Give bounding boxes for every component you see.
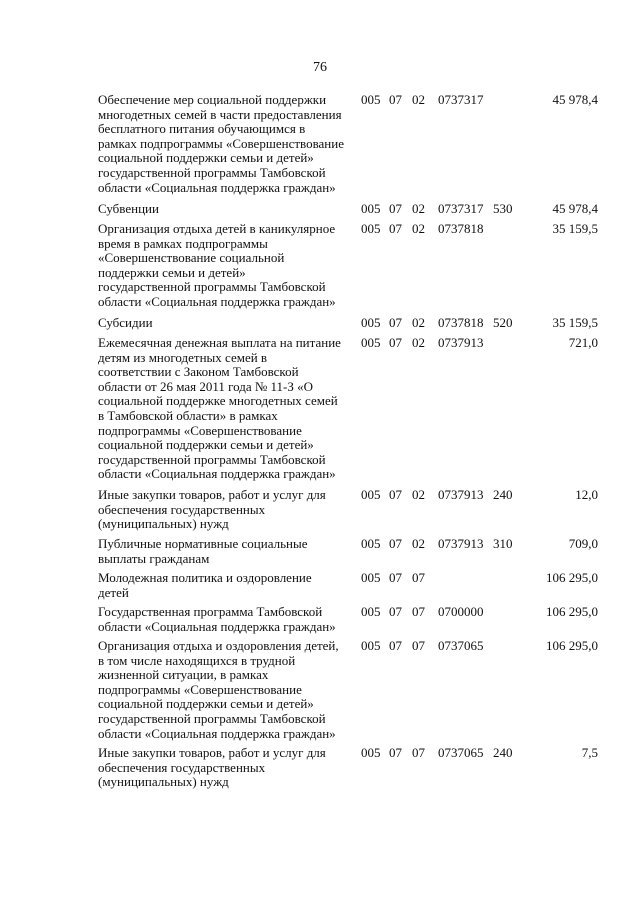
rz-code: 07 xyxy=(389,315,402,330)
pr-code: 07 xyxy=(412,604,425,619)
rz-code: 07 xyxy=(389,570,402,585)
pr-code: 02 xyxy=(412,536,425,551)
ved-code: 005 xyxy=(361,221,381,236)
csr-code: 0737913 xyxy=(438,335,484,350)
vr-code: 520 xyxy=(493,315,513,330)
rz-code: 07 xyxy=(389,201,402,216)
ved-code: 005 xyxy=(361,536,381,551)
rz-code: 07 xyxy=(389,745,402,760)
rz-code: 07 xyxy=(389,604,402,619)
csr-code: 0737818 xyxy=(438,315,484,330)
row-description: Обеспечение мер социальной поддержки многодетных семей в части предоставления бесплатного питания обучающимся в рамках подпрограммы «Совершенствование социальной поддержки семьи и детей» государственной программы Тамбовской области «Социальная поддержка граждан» xyxy=(98,92,344,195)
csr-code: 0737317 xyxy=(438,201,484,216)
rz-code: 07 xyxy=(389,536,402,551)
rz-code: 07 xyxy=(389,638,402,653)
csr-code: 0700000 xyxy=(438,604,484,619)
ved-code: 005 xyxy=(361,487,381,502)
pr-code: 07 xyxy=(412,638,425,653)
vr-code: 530 xyxy=(493,201,513,216)
amount: 35 159,5 xyxy=(552,315,598,330)
ved-code: 005 xyxy=(361,335,381,350)
vr-code: 310 xyxy=(493,536,513,551)
ved-code: 005 xyxy=(361,638,381,653)
csr-code: 0737317 xyxy=(438,92,484,107)
row-description: Субвенции xyxy=(98,201,159,216)
ved-code: 005 xyxy=(361,201,381,216)
row-description: Публичные нормативные социальные выплаты гражданам xyxy=(98,536,308,566)
pr-code: 02 xyxy=(412,487,425,502)
amount: 106 295,0 xyxy=(546,570,598,585)
row-description: Молодежная политика и оздоровление детей xyxy=(98,570,312,600)
rz-code: 07 xyxy=(389,487,402,502)
vr-code: 240 xyxy=(493,745,513,760)
page-number: 76 xyxy=(313,60,327,75)
row-description: Государственная программа Тамбовской области «Социальная поддержка граждан» xyxy=(98,604,336,634)
pr-code: 02 xyxy=(412,221,425,236)
rz-code: 07 xyxy=(389,92,402,107)
csr-code: 0737818 xyxy=(438,221,484,236)
ved-code: 005 xyxy=(361,315,381,330)
amount: 35 159,5 xyxy=(552,221,598,236)
amount: 12,0 xyxy=(575,487,598,502)
ved-code: 005 xyxy=(361,92,381,107)
row-description: Иные закупки товаров, работ и услуг для обеспечения государственных (муниципальных) нужд xyxy=(98,745,326,790)
row-description: Организация отдыха детей в каникулярное время в рамках подпрограммы «Совершенствование социальной поддержки семьи и детей» государственной программы Тамбовской области «Социальная поддержка граждан» xyxy=(98,221,336,309)
amount: 106 295,0 xyxy=(546,638,598,653)
csr-code: 0737913 xyxy=(438,487,484,502)
vr-code: 240 xyxy=(493,487,513,502)
row-description: Субсидии xyxy=(98,315,153,330)
row-description: Ежемесячная денежная выплата на питание детям из многодетных семей в соответствии с Законом Тамбовской области от 26 мая 2011 года № 11-З «О социальной поддержке многодетных семей в Тамбовской области» в рамках подпрограммы «Совершенствование социальной поддержки семьи и детей» государственной программы Тамбовской области «Социальная поддержка граждан» xyxy=(98,335,341,482)
amount: 7,5 xyxy=(581,745,598,760)
amount: 709,0 xyxy=(568,536,598,551)
amount: 721,0 xyxy=(568,335,598,350)
row-description: Организация отдыха и оздоровления детей, в том числе находящихся в трудной жизненной ситуации, в рамках подпрограммы «Совершенствование социальной поддержки семьи и детей» государственной программы Тамбовской области «Социальная поддержка граждан» xyxy=(98,638,339,741)
csr-code: 0737913 xyxy=(438,536,484,551)
amount: 45 978,4 xyxy=(552,92,598,107)
pr-code: 07 xyxy=(412,570,425,585)
pr-code: 02 xyxy=(412,92,425,107)
rz-code: 07 xyxy=(389,221,402,236)
pr-code: 02 xyxy=(412,315,425,330)
csr-code: 0737065 xyxy=(438,638,484,653)
csr-code: 0737065 xyxy=(438,745,484,760)
pr-code: 07 xyxy=(412,745,425,760)
ved-code: 005 xyxy=(361,604,381,619)
amount: 45 978,4 xyxy=(552,201,598,216)
amount: 106 295,0 xyxy=(546,604,598,619)
rz-code: 07 xyxy=(389,335,402,350)
ved-code: 005 xyxy=(361,570,381,585)
pr-code: 02 xyxy=(412,201,425,216)
ved-code: 005 xyxy=(361,745,381,760)
pr-code: 02 xyxy=(412,335,425,350)
row-description: Иные закупки товаров, работ и услуг для обеспечения государственных (муниципальных) нужд xyxy=(98,487,326,532)
